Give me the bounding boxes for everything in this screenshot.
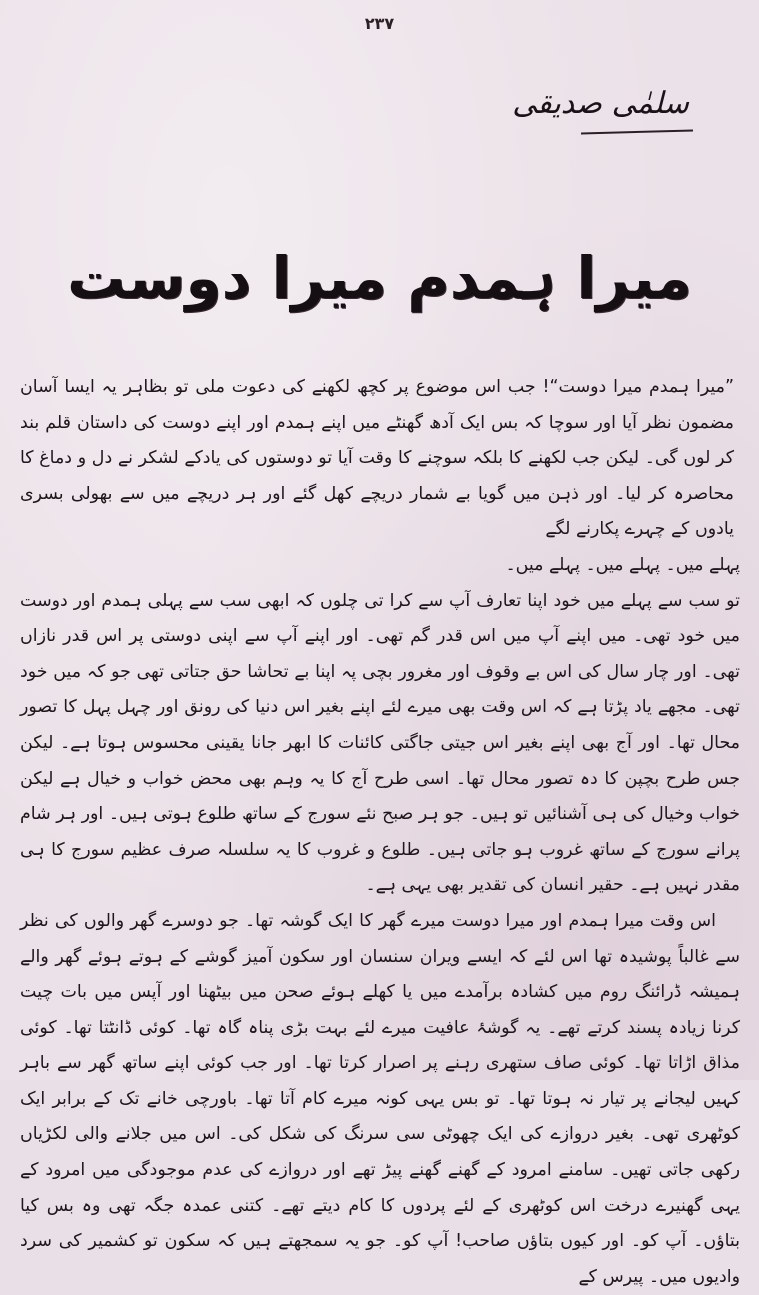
author-name: سلمٰی صدیقی	[512, 86, 689, 121]
page-number: ۲۳۷	[364, 14, 395, 33]
article-title: میرا ہمدم میرا دوست	[67, 244, 692, 312]
author-underline	[581, 130, 693, 135]
paragraph-pehle-mein: پہلے میں۔ پہلے میں۔ پہلے میں۔	[505, 554, 740, 575]
paragraph-intro: ”میرا ہمدم میرا دوست“! جب اس موضوع پر کچھ لکھنے کی دعوت ملی تو بظاہر یہ ایسا آسان مضمون نظر آیا اور سوچا کہ بس ایک آدھ گھنٹے میں اپنے ہمدم اور اپنے دوست کی داستان قلم بند کر لوں گی۔ لیکن جب لکھنے کا بلکہ سوچنے کا وقت آیا تو دوستوں کی یادکے لشکر نے دل و دماغ کا محاصرہ کر لیا۔ اور ذہن میں گویا بے شمار دریچے کھل گئے اور ہر دریچے میں سے بھولی بسری یادوں کے چہرے پکارنے لگے	[20, 377, 734, 540]
paragraph-corner-refuge: اس وقت میرا ہمدم اور میرا دوست میرے گھر کا ایک گوشہ تھا۔ جو دوسرے گھر والوں کی نظر سے غالباً پوشیدہ تھا اس لئے کہ ایسے ویران سنسان اور سکون آمیز گوشے کے ہوتے ہوئے گھر والے ہمیشہ ڈرائنگ روم میں کشادہ برآمدے میں یا کھلے ہوئے صحن میں بیٹھنا اور آپس میں بات چیت کرنا زیادہ پسند کرتے تھے۔ یہ گوشۂ عافیت میرے لئے بہت بڑی پناہ گاہ تھا۔ کوئی ڈانٹتا تھا۔ کوئی مذاق اڑاتا تھا۔ کوئی صاف ستھری رہنے پر اصرار کرتا تھا۔ اور جب کوئی اپنے ساتھ گھر سے باہر کہیں لیجانے پر تیار نہ ہوتا تھا۔ تو بس یہی کونہ میرے کام آتا تھا۔ باورچی خانے تک کے برابر ایک کوٹھری تھی۔ بغیر دروازے کی ایک چھوٹی سی سرنگ کی شکل کی۔ اس میں جلانے والی لکڑیاں رکھی جاتی تھیں۔ سامنے امرود کے گھنے گھنے پیڑ تھے اور دروازے کی عدم موجودگی میں امرود کے یہی گھنیرے درخت اس کوٹھری کے لئے پردوں کا کام دیتے تھے۔ کتنی عمدہ جگہ تھی وہ بس کیا بتاؤں۔ آپ کو۔ اور کیوں بتاؤں صاحب! آپ کو۔ جو یہ سمجھتے ہیں کہ سکون تو کشمیر کی سرد وادیوں میں۔ پیرس کے	[20, 910, 740, 1287]
article-body	[20, 370, 740, 1295]
paragraph-self-introduction: تو سب سے پہلے میں خود اپنا تعارف آپ سے کرا تی چلوں کہ ابھی سب سے پہلی ہمدم اور دوست میں خود تھی۔ میں اپنے آپ میں اس قدر گم تھی۔ اور اپنے آپ سے اپنی دوستی پر اس قدر نازاں تھی۔ اور چار سال کی اس بے وقوف اور مغرور بچی پہ اپنا بے تحاشا حق جتاتی تھی جو کہ میں خود تھی۔ مجھے یاد پڑتا ہے کہ اس وقت بھی میرے لئے اپنے بغیر اس دنیا کی رونق اور چہل پہل کا تصور محال تھا۔ اور آج بھی اپنے بغیر اس جیتی جاگتی کائنات کا ابھر جانا یقینی محسوس ہوتا ہے۔ لیکن جس طرح بچپن کا دہ تصور محال تھا۔ اسی طرح آج کا یہ وہم بھی محض خواب و خیال ہے لیکن خواب وخیال کی ہی آشنائیں تو ہیں۔ جو ہر صبح نئے سورج کے ساتھ طلوع ہوتی ہیں۔ اور ہر شام پرانے سورج کے ساتھ غروب ہو جاتی ہیں۔ طلوع و غروب کا یہ سلسلہ صرف عظیم سورج کا ہی مقدر نہیں ہے۔ حقیر انسان کی تقدیر بھی یہی ہے۔	[20, 590, 740, 896]
